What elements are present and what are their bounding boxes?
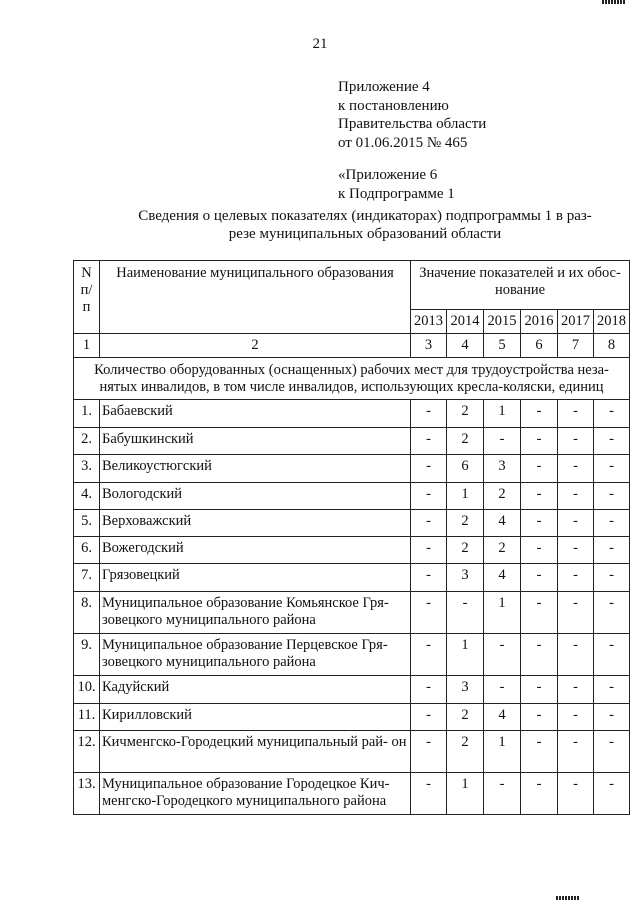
col-number: 3	[411, 334, 447, 358]
value-cell: 2	[447, 510, 484, 537]
municipality-name: Бабаевский	[100, 400, 411, 428]
table-row	[74, 592, 630, 634]
value-cell: -	[594, 400, 630, 428]
municipality-name: Муниципальное образование Комьянское Гря- зовецкого муниципального района	[100, 592, 411, 634]
value-cell: -	[594, 676, 630, 704]
municipality-name: Кичменгско-Городецкий муниципальный рай- он	[100, 731, 411, 773]
value-cell: 3	[447, 676, 484, 704]
value-cell: 4	[484, 704, 521, 731]
value-cell: -	[558, 455, 594, 483]
year-cell: 2014	[447, 310, 484, 334]
value-cell: -	[594, 773, 630, 815]
col-number: 1	[74, 334, 100, 358]
municipality-name: Вологодский	[100, 483, 411, 510]
value-cell: -	[521, 564, 558, 592]
row-number: 2.	[74, 428, 100, 455]
value-cell: -	[594, 704, 630, 731]
table-row	[74, 455, 630, 483]
value-cell: -	[521, 704, 558, 731]
year-cell: 2017	[558, 310, 594, 334]
value-cell: -	[411, 773, 447, 815]
appendix-block-2	[338, 166, 455, 203]
value-cell: 1	[447, 483, 484, 510]
value-cell: -	[558, 731, 594, 773]
table-row	[74, 704, 630, 731]
municipality-name: Кадуйский	[100, 676, 411, 704]
appendix-line: к Подпрограмме 1	[338, 185, 455, 202]
year-cell: 2015	[484, 310, 521, 334]
municipality-name: Муниципальное образование Городецкое Кич- менгско-Городецкого муниципального района	[100, 773, 411, 815]
value-cell: -	[558, 634, 594, 676]
table-row	[74, 483, 630, 510]
table-row	[74, 428, 630, 455]
value-cell: -	[411, 564, 447, 592]
value-cell: 3	[484, 455, 521, 483]
value-cell: -	[594, 592, 630, 634]
appendix-block	[338, 78, 486, 152]
page-number: 21	[312, 36, 328, 52]
title-line: резе муниципальных образований области	[228, 226, 502, 242]
municipality-name: Великоустюгский	[100, 455, 411, 483]
value-cell: 3	[447, 564, 484, 592]
municipality-name: Бабушкинский	[100, 428, 411, 455]
value-cell: -	[521, 510, 558, 537]
table-row	[74, 773, 630, 815]
value-cell: -	[411, 731, 447, 773]
value-cell: -	[594, 564, 630, 592]
value-cell: -	[411, 704, 447, 731]
value-cell: -	[594, 510, 630, 537]
col-number: 4	[447, 334, 484, 358]
value-cell: -	[594, 537, 630, 564]
table-body	[74, 400, 630, 815]
value-cell: -	[558, 428, 594, 455]
indicators-table	[73, 260, 630, 815]
section-header: Количество оборудованных (оснащенных) рабочих мест для трудоустройства неза- нятых инвалидов, в том числе инвалидов, использующих кресла-коляски, единиц	[74, 358, 630, 400]
table-row	[74, 400, 630, 428]
year-cell: 2016	[521, 310, 558, 334]
value-cell: 1	[484, 731, 521, 773]
row-number: 4.	[74, 483, 100, 510]
value-cell: -	[484, 634, 521, 676]
year-cell: 2018	[594, 310, 630, 334]
municipality-name: Вожегодский	[100, 537, 411, 564]
row-number: 3.	[74, 455, 100, 483]
row-number: 11.	[74, 704, 100, 731]
value-cell: 4	[484, 564, 521, 592]
value-cell: -	[484, 773, 521, 815]
value-cell: -	[594, 428, 630, 455]
row-number: 8.	[74, 592, 100, 634]
value-cell: -	[558, 400, 594, 428]
table-row	[74, 537, 630, 564]
header-values: Значение показателей и их обос- нование	[411, 261, 630, 310]
value-cell: -	[411, 510, 447, 537]
value-cell: -	[521, 773, 558, 815]
table-row	[74, 676, 630, 704]
col-number: 7	[558, 334, 594, 358]
document-title	[120, 207, 610, 243]
value-cell: 1	[484, 400, 521, 428]
value-cell: 2	[447, 704, 484, 731]
appendix-line: к постановлению	[338, 97, 449, 114]
value-cell: -	[558, 564, 594, 592]
value-cell: -	[521, 592, 558, 634]
value-cell: -	[484, 676, 521, 704]
value-cell: -	[411, 428, 447, 455]
value-cell: 1	[447, 773, 484, 815]
value-cell: -	[447, 592, 484, 634]
appendix-line: «Приложение 6	[338, 167, 438, 183]
year-cell: 2013	[411, 310, 447, 334]
value-cell: -	[521, 428, 558, 455]
value-cell: -	[521, 634, 558, 676]
municipality-name: Кирилловский	[100, 704, 411, 731]
row-number: 7.	[74, 564, 100, 592]
table-row	[74, 564, 630, 592]
value-cell: -	[411, 537, 447, 564]
appendix-line: от 01.06.2015 № 465	[338, 134, 468, 151]
value-cell: 2	[447, 731, 484, 773]
value-cell: -	[484, 428, 521, 455]
value-cell: -	[411, 676, 447, 704]
value-cell: -	[558, 592, 594, 634]
value-cell: -	[594, 455, 630, 483]
value-cell: -	[558, 773, 594, 815]
value-cell: -	[411, 483, 447, 510]
value-cell: -	[521, 483, 558, 510]
value-cell: -	[594, 731, 630, 773]
value-cell: -	[558, 704, 594, 731]
row-number: 13.	[74, 773, 100, 815]
value-cell: 2	[484, 483, 521, 510]
value-cell: -	[411, 592, 447, 634]
bottom-stamp-mark	[556, 896, 580, 900]
header-name: Наименование муниципального образования	[100, 261, 411, 334]
col-number: 6	[521, 334, 558, 358]
header-num: N п/ п	[74, 261, 100, 334]
value-cell: -	[558, 676, 594, 704]
row-number: 12.	[74, 731, 100, 773]
value-cell: 1	[447, 634, 484, 676]
value-cell: -	[411, 455, 447, 483]
value-cell: -	[558, 510, 594, 537]
value-cell: 2	[447, 537, 484, 564]
value-cell: -	[521, 400, 558, 428]
col-number: 8	[594, 334, 630, 358]
value-cell: 4	[484, 510, 521, 537]
value-cell: 6	[447, 455, 484, 483]
table-row	[74, 731, 630, 773]
value-cell: 2	[447, 400, 484, 428]
appendix-line: Правительства области	[338, 116, 487, 132]
value-cell: -	[594, 634, 630, 676]
value-cell: -	[521, 455, 558, 483]
table-row	[74, 510, 630, 537]
table-row	[74, 634, 630, 676]
value-cell: -	[558, 483, 594, 510]
value-cell: 2	[484, 537, 521, 564]
row-number: 10.	[74, 676, 100, 704]
col-number: 5	[484, 334, 521, 358]
value-cell: 1	[484, 592, 521, 634]
row-number: 9.	[74, 634, 100, 676]
title-line: Сведения о целевых показателях (индикаторах) подпрограммы 1 в раз-	[138, 208, 592, 224]
municipality-name: Грязовецкий	[100, 564, 411, 592]
top-stamp-mark	[602, 0, 626, 4]
value-cell: -	[521, 537, 558, 564]
row-number: 6.	[74, 537, 100, 564]
value-cell: -	[411, 634, 447, 676]
appendix-line: Приложение 4	[338, 79, 430, 95]
municipality-name: Верховажский	[100, 510, 411, 537]
value-cell: -	[411, 400, 447, 428]
municipality-name: Муниципальное образование Перцевское Гря- зовецкого муниципального района	[100, 634, 411, 676]
row-number: 5.	[74, 510, 100, 537]
row-number: 1.	[74, 400, 100, 428]
value-cell: -	[521, 676, 558, 704]
col-number: 2	[100, 334, 411, 358]
value-cell: -	[521, 731, 558, 773]
value-cell: 2	[447, 428, 484, 455]
value-cell: -	[558, 537, 594, 564]
value-cell: -	[594, 483, 630, 510]
